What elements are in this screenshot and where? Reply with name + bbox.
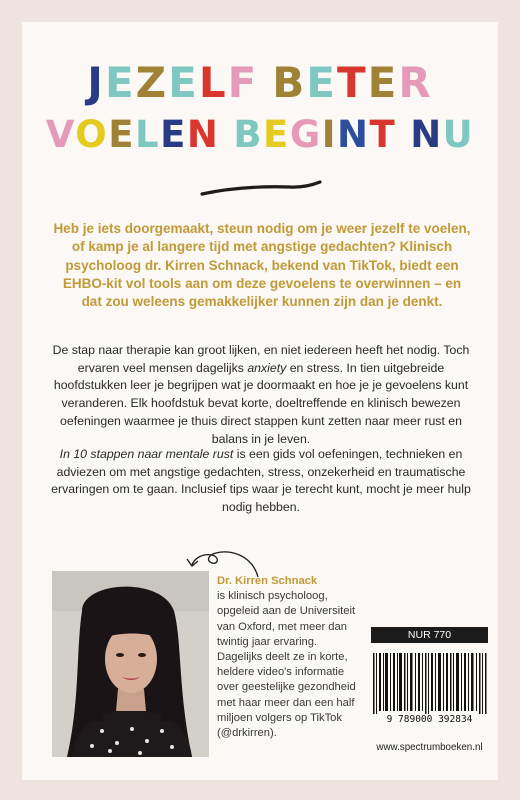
title-letter: E	[367, 58, 399, 107]
title-letter: N	[410, 113, 443, 156]
title-letter: B	[272, 58, 307, 107]
description-paragraph-1	[48, 342, 474, 448]
title-letter: N	[186, 113, 220, 156]
title-letter: O	[75, 113, 109, 156]
title-letter: I	[321, 113, 337, 156]
title-letter: E	[168, 58, 199, 107]
title-letter: R	[398, 58, 433, 107]
title-line-2	[22, 113, 498, 156]
author-bio-text: is klinisch psycholoog, opgeleid aan de Universiteit van Oxford, met meer dan twintig jaar ervaring. Dagelijks deelt ze in korte, heldere video's informatie over geestelijke gezondheid met haar meer dan een half miljoen volgers op TikTok (@drkirren).	[217, 590, 356, 740]
title-letter: V	[45, 113, 76, 156]
text-span: De stap naar therapie kan groot lijken, en niet iedereen heeft het nodig. Toch ervaren veel mensen dagelijks	[52, 343, 470, 375]
title-letter: G	[289, 113, 322, 156]
title-letter: U	[442, 113, 475, 156]
intro-text: Heb je iets doorgemaakt, steun nodig om je weer jezelf te voelen, of kamp je al langere tijd met angstige gedachten? Klinisch psycholoog dr. Kirren Schnack, bekend van TikTok, biedt een EHBO-kit vol tools aan om deze gevoelens te overwinnen – en dat zou weleens gemakkelijker kunnen zijn dan je denkt.	[53, 221, 471, 310]
title-letter: E	[306, 58, 337, 107]
title-letter: L	[135, 113, 161, 156]
title-letter: J	[87, 58, 105, 107]
title-line-1	[22, 58, 498, 107]
title-letter: E	[263, 113, 290, 156]
author-name: Dr. Kirren Schnack	[217, 575, 318, 587]
title-letter: L	[198, 58, 228, 107]
isbn-number: 9 789000 392834	[371, 714, 488, 725]
text-span: is een gids vol oefeningen, technieken en adviezen om met angstige gedachten, stress, onzekerheid en traumatische ervaringen om te gaan. Inclusief tips waar je terecht kunt, mocht je meer hulp nodig hebben.	[51, 447, 471, 515]
title-letter: T	[369, 113, 397, 156]
author-bio	[217, 574, 357, 741]
website-url: www.spectrumboeken.nl	[376, 742, 483, 753]
author-photo	[52, 571, 209, 757]
title-letter: B	[233, 113, 264, 156]
book-title-text: In 10 stappen naar mentale rust	[59, 447, 234, 461]
title-letter: E	[108, 113, 136, 156]
back-cover	[22, 22, 498, 780]
title-letter: T	[337, 58, 368, 107]
description-paragraph-2	[48, 446, 474, 517]
title-letter: N	[336, 113, 370, 156]
squiggle-underline	[200, 178, 322, 200]
title-letter: Z	[135, 58, 169, 107]
nur-code: NUR 770	[371, 627, 488, 643]
title-letter: E	[160, 113, 187, 156]
emphasis-text: anxiety	[247, 360, 287, 375]
title-letter: E	[104, 58, 136, 107]
text-span: en stress. In tien uitgebreide hoofdstukken leer je begrijpen wat je doormaakt en hoe je je gevoelens kunt veranderen. Elk hoofdstuk bevat korte, doeltreffende en klinisch bewezen oefeningen waarmee je thuis direct stappen kunt zetten naar meer rust en balans in je leven.	[53, 360, 469, 446]
title-letter: F	[227, 58, 259, 107]
